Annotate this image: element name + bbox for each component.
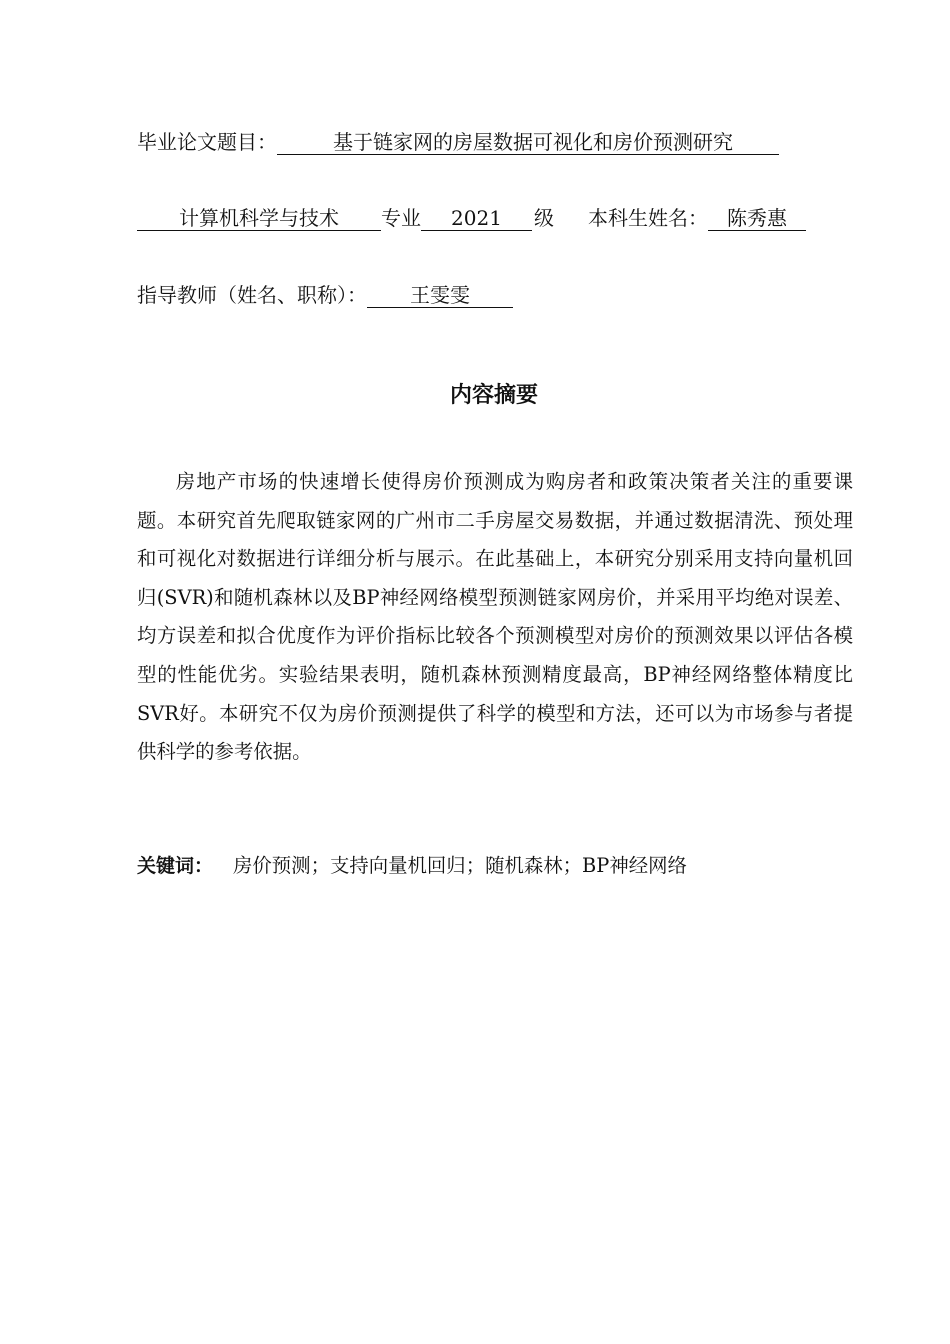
keywords-value: 房价预测；支持向量机回归；随机森林；BP神经网络 [233, 854, 687, 877]
abstract-body: 房地产市场的快速增长使得房价预测成为购房者和政策决策者关注的重要课题。本研究首先爬取链家网的广州市二手房屋交易数据，并通过数据清洗、预处理和可视化对数据进行详细分析与展示。在此基础上，本研究分别采用支持向量机回归(SVR)和随机森林以及BP神经网络模型预测链家网房价，并采用平均绝对误差、均方误差和拟合优度作为评价指标比较各个预测模型对房价的预测效果以评估各模型的性能优劣。实验结果表明，随机森林预测精度最高，BP神经网络整体精度比SVR好。本研究不仅为房价预测提供了科学的模型和方法，还可以为市场参与者提供科学的参考依据。 [137, 470, 853, 764]
advisor-label: 指导教师（姓名、职称）： [137, 283, 367, 307]
advisor-value: 王雯雯 [367, 283, 513, 308]
keywords-label: 关键词： [137, 855, 214, 877]
year-label: 级 [534, 206, 554, 230]
thesis-title-value: 基于链家网的房屋数据可视化和房价预测研究 [333, 130, 733, 154]
year-value: 2021 [421, 206, 532, 231]
thesis-title-field [277, 130, 779, 155]
advisor-line [137, 281, 513, 309]
keywords-line [137, 851, 687, 881]
thesis-title-label: 毕业论文题目： [137, 130, 277, 154]
abstract-heading: 内容摘要 [449, 383, 538, 408]
student-name-value: 陈秀惠 [708, 206, 806, 231]
major-label: 专业 [381, 206, 421, 230]
major-value: 计算机科学与技术 [137, 206, 381, 231]
major-line [137, 204, 806, 232]
student-name-label: 本科生姓名： [588, 206, 708, 230]
thesis-title-line [137, 128, 779, 156]
